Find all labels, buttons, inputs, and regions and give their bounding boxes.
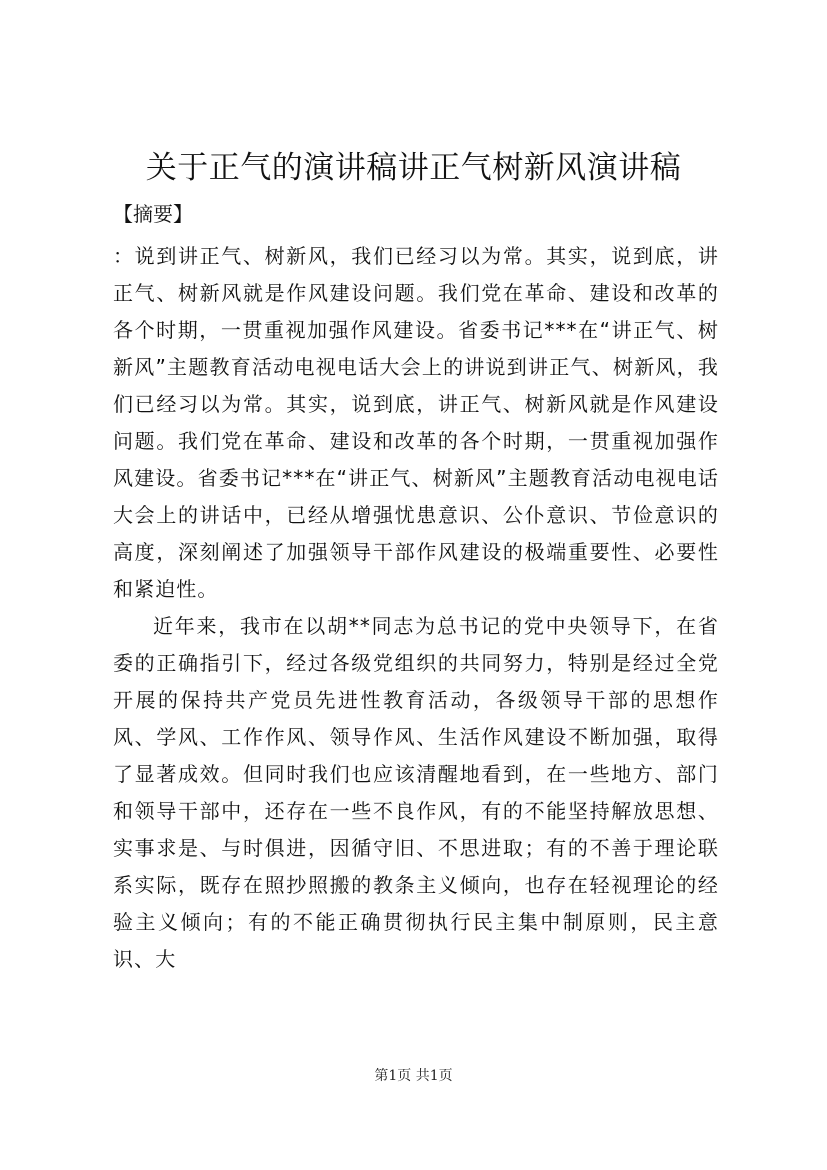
document-body (113, 238, 719, 978)
paragraph-1: ：说到讲正气、树新风，我们已经习以为常。其实，说到底，讲正气、树新风就是作风建设问题。我们党在革命、建设和改革的各个时期，一贯重视加强作风建设。省委书记***在“讲正气、树新风”主题教育活动电视电话大会上的讲说到讲正气、树新风，我们已经习以为常。其实，说到底，讲正气、树新风就是作风建设问题。我们党在革命、建设和改革的各个时期，一贯重视加强作风建设。省委书记***在“讲正气、树新风”主题教育活动电视电话大会上的讲话中，已经从增强忧患意识、公仆意识、节俭意识的高度，深刻阐述了加强领导干部作风建设的极端重要性、必要性和紧迫性。 (113, 244, 719, 601)
document-title: 关于正气的演讲稿讲正气树新风演讲稿 (145, 150, 682, 186)
page-footer: 第1页 共1页 (374, 1068, 453, 1084)
abstract-label: 【摘要】 (113, 202, 193, 226)
paragraph-2: 近年来，我市在以胡**同志为总书记的党中央领导下，在省委的正确指引下，经过各级党组织的共同努力，特别是经过全党开展的保持共产党员先进性教育活动，各级领导干部的思想作风、学风、工作作风、领导作风、生活作风建设不断加强，取得了显著成效。但同时我们也应该清醒地看到，在一些地方、部门和领导干部中，还存在一些不良作风，有的不能坚持解放思想、实事求是、与时俱进，因循守旧、不思进取；有的不善于理论联系实际，既存在照抄照搬的教条主义倾向，也存在轻视理论的经验主义倾向；有的不能正确贯彻执行民主集中制原则，民主意识、大 (113, 614, 719, 971)
